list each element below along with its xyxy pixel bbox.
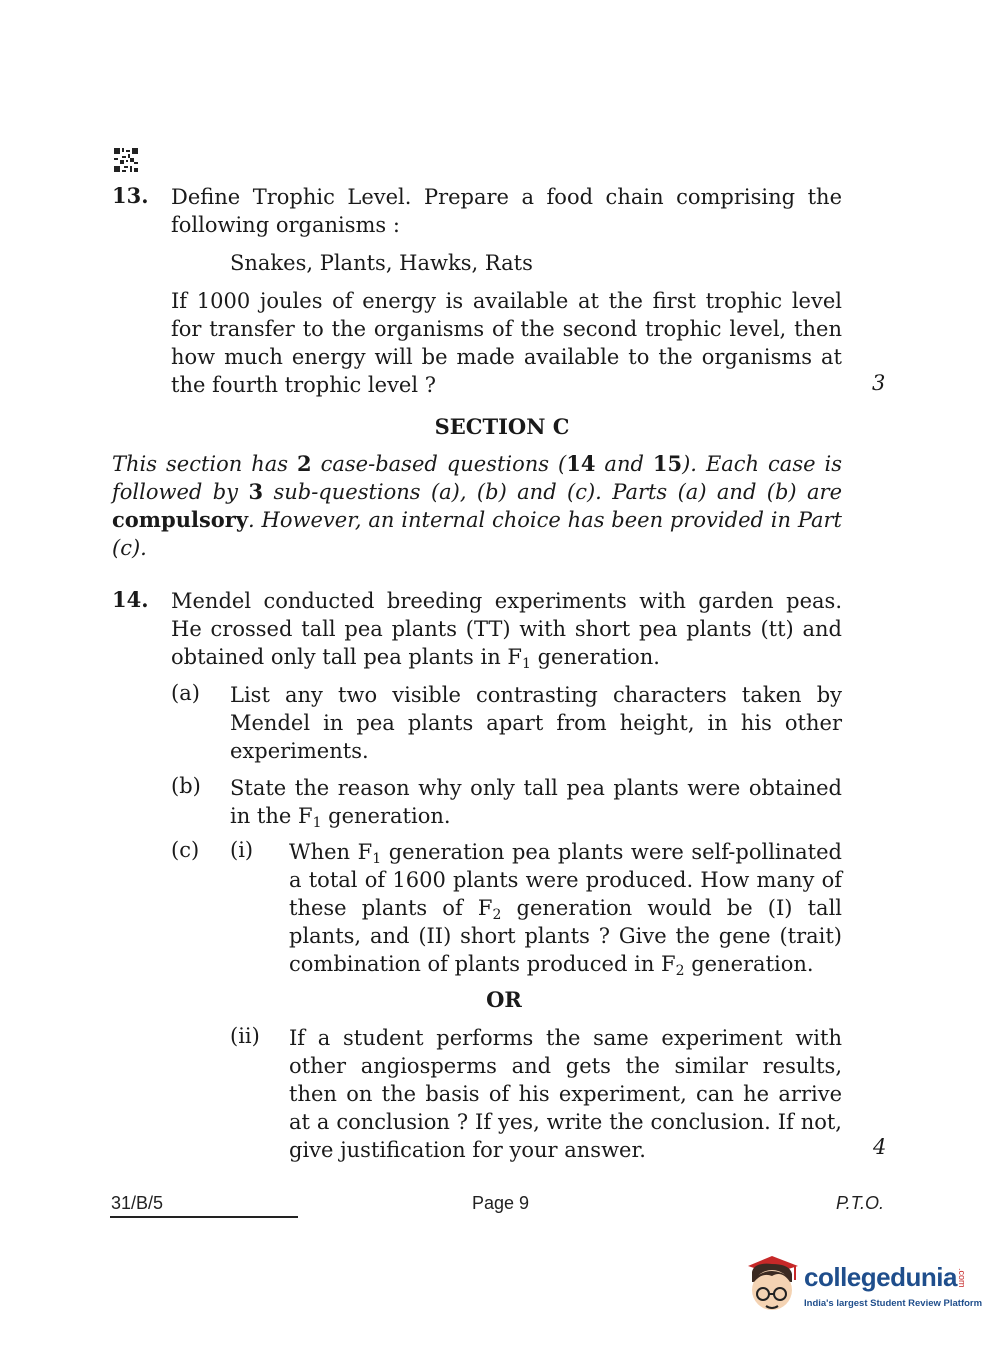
question-number: 13. — [112, 183, 149, 208]
part-c-i-text: When $F_1$ generation pea plants were self-pollinated a total of 1600 plants were produced. How many of these plants of $F_2$ generation would be (I) tall plants, and (II) short plants ? Give the gene (trait) combination of plants produced in $F_2$ generation. — [289, 840, 843, 979]
logo-tagline: India's largest Student Review Platform — [804, 1298, 983, 1309]
page-number: Page 9 — [472, 1193, 530, 1213]
pto-label: P.T.O. — [836, 1193, 885, 1213]
question-number: 14. — [112, 587, 149, 612]
logo-domain: .com — [957, 1268, 967, 1288]
footer-divider — [110, 1216, 298, 1218]
part-a-label: (a) — [171, 681, 200, 705]
question-13-text: Define Trophic Level. Prepare a food chain comprising the following organisms : — [171, 185, 842, 237]
paper-code: 31/B/5 — [111, 1193, 164, 1213]
part-c-label: (c) — [171, 838, 200, 862]
section-heading: SECTION C — [434, 414, 570, 439]
part-b-text: State the reason why only tall pea plants were obtained in the $F_1$ generation. — [230, 776, 842, 831]
part-c-ii-label: (ii) — [230, 1024, 260, 1048]
part-c-i-label: (i) — [230, 838, 254, 862]
logo-wordmark: collegedunia — [804, 1262, 957, 1292]
or-separator: OR — [486, 987, 522, 1012]
question-14-stem: Mendel conducted breeding experiments with garden peas. He crossed tall pea plants (TT) with short pea plants (tt) and obtained only tall pea plants in $F_1$ generation. — [171, 589, 842, 672]
part-c-ii-text: If a student performs the same experiment with other angiosperms and gets the similar results, then on the basis of his experiment, can he arrive at a conclusion ? If yes, write the conclusion. If not, give justification for your answer. — [289, 1026, 842, 1162]
qr-code-icon — [114, 148, 138, 172]
part-b-label: (b) — [171, 774, 201, 798]
question-13-paragraph: If 1000 joules of energy is available at the first trophic level for transfer to the organisms of the second trophic level, then how much energy will be made available to the organisms at the fourth trophic level ? — [171, 289, 842, 397]
part-a-text: List any two visible contrasting characters taken by Mendel in pea plants apart from height, in his other experiments. — [230, 683, 842, 763]
marks-label: 3 — [872, 371, 886, 395]
marks-label: 4 — [873, 1135, 887, 1159]
organism-list: Snakes, Plants, Hawks, Rats — [230, 251, 533, 275]
collegedunia-logo — [742, 1252, 983, 1322]
student-mascot-icon — [742, 1252, 802, 1316]
section-instructions: This section has 2 case-based questions (14 and 15). Each case is followed by 3 sub-questions (a), (b) and (c). Parts (a) and (b) are compulsory. However, an internal choice has been provided in Part (c). — [112, 451, 842, 560]
